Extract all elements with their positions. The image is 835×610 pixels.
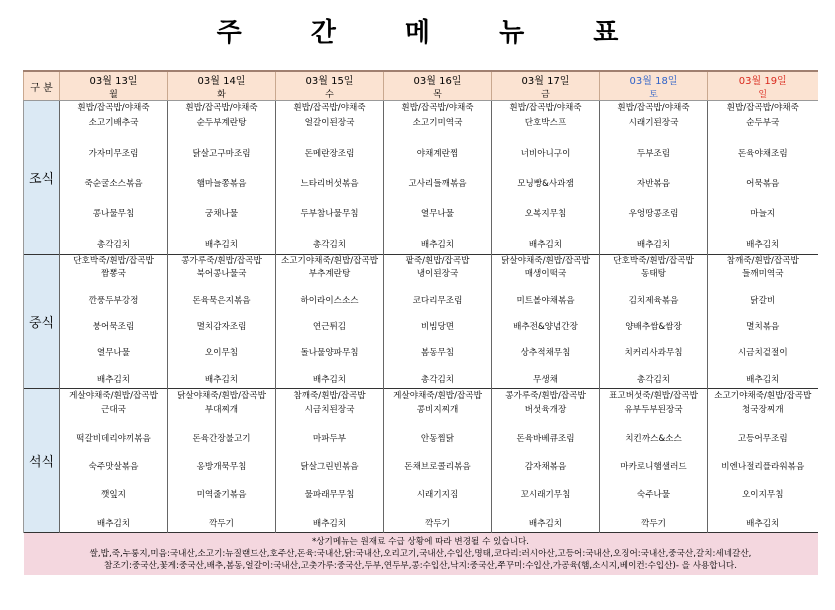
menu-item [708, 223, 818, 238]
menu-item: 연근튀김 [312, 321, 347, 332]
menu-cell [276, 101, 384, 255]
menu-item [60, 192, 167, 207]
menu-item: 배추김치 [528, 518, 563, 529]
menu-item [60, 162, 167, 177]
menu-item: 두부조림 [636, 148, 671, 159]
menu-item [384, 446, 491, 460]
date-header: 03월 17일 [492, 71, 600, 87]
menu-item: 돈육묵은지볶음 [192, 295, 251, 306]
menu-item [384, 474, 491, 488]
menu-item: 깍두기 [209, 518, 234, 529]
weekly-menu-table [23, 70, 818, 575]
menu-item: 콩가루죽/흰밥/잡곡밥 [181, 256, 262, 266]
menu-item [276, 417, 383, 431]
gubun-header: 구 분 [24, 71, 60, 101]
menu-item: 흰밥/잡곡밥/야채죽 [77, 103, 150, 113]
menu-item [276, 223, 383, 238]
menu-item [708, 131, 818, 146]
menu-item: 햄마늘쫑볶음 [196, 178, 247, 189]
weekday-header: 화 [168, 87, 276, 101]
menu-item [60, 474, 167, 488]
menu-cell [384, 255, 492, 389]
menu-item [492, 131, 599, 146]
menu-item: 치킨까스&소스 [625, 433, 682, 444]
menu-item: 치커리사과무침 [624, 348, 683, 359]
notice-box [24, 533, 818, 576]
menu-item: 죽순굴소스볶음 [84, 178, 143, 189]
menu-cell [60, 255, 168, 389]
menu-item [492, 334, 599, 347]
menu-item [384, 281, 491, 294]
menu-item: 흰밥/잡곡밥/야채죽 [401, 103, 474, 113]
menu-item: 유부두부된장국 [624, 405, 683, 416]
menu-item: 열무나물 [420, 209, 455, 220]
menu-item: 떡갈비데리야끼볶음 [76, 433, 151, 444]
menu-item [60, 446, 167, 460]
menu-item: 숙주나물 [636, 490, 671, 501]
menu-item: 깐풍두부강정 [88, 295, 139, 306]
menu-item: 두부참나물무침 [300, 209, 359, 220]
menu-item: 흰밥/잡곡밥/야채죽 [509, 103, 582, 113]
menu-item [384, 334, 491, 347]
menu-item: 돈메란장조림 [304, 148, 355, 159]
menu-item: 흰밥/잡곡밥/야채죽 [185, 103, 258, 113]
menu-item [60, 281, 167, 294]
menu-item: 김치제육볶음 [628, 295, 679, 306]
menu-item [168, 361, 275, 374]
menu-item: 시금치된장국 [304, 405, 355, 416]
menu-item: 돈육간장불고기 [192, 433, 251, 444]
menu-item: 버섯육개장 [524, 405, 567, 416]
menu-item: 흰밥/잡곡밥/야채죽 [293, 103, 366, 113]
menu-item [60, 308, 167, 321]
date-header: 03월 14일 [168, 71, 276, 87]
menu-item: 참깨죽/흰밥/잡곡밥 [293, 391, 366, 401]
menu-item: 닭살고구마조림 [192, 148, 251, 159]
menu-item: 열무나물 [96, 348, 131, 359]
menu-item: 멸치감자조림 [196, 321, 247, 332]
menu-item: 소고기야채죽/흰밥/잡곡밥 [714, 391, 812, 401]
menu-item [492, 192, 599, 207]
menu-item [276, 308, 383, 321]
menu-item: 순두부국 [746, 118, 780, 129]
menu-item [384, 162, 491, 177]
menu-item: 자반볶음 [636, 178, 671, 189]
menu-item: 배추김치 [96, 518, 131, 529]
date-header: 03월 19일 [708, 71, 818, 87]
weekday-header: 월 [60, 87, 168, 101]
meal-label: 석식 [24, 389, 60, 533]
menu-item [168, 474, 275, 488]
weekday-header: 토 [600, 87, 708, 101]
menu-item: 배추김치 [204, 239, 239, 250]
menu-item [384, 308, 491, 321]
menu-item [384, 131, 491, 146]
menu-item [708, 162, 818, 177]
menu-item: 돈육야채조림 [737, 148, 788, 159]
menu-item [492, 474, 599, 488]
menu-cell [168, 255, 276, 389]
menu-item: 얼갈이된장국 [304, 118, 355, 129]
menu-item [708, 503, 818, 517]
menu-item: 우엉땅콩조림 [628, 209, 679, 220]
weekday-header: 일 [708, 87, 818, 101]
menu-item: 가자미무조림 [88, 148, 139, 159]
menu-item: 배추김치 [746, 239, 780, 250]
menu-item: 감자채볶음 [524, 461, 567, 472]
meal-label: 중식 [24, 255, 60, 389]
menu-cell [600, 101, 708, 255]
menu-item: 코다리무조림 [412, 295, 463, 306]
date-header: 03월 16일 [384, 71, 492, 87]
menu-item: 콩나물무침 [92, 209, 135, 220]
menu-cell [492, 255, 600, 389]
menu-item [492, 308, 599, 321]
menu-item [492, 503, 599, 517]
menu-item: 돈육바베큐조림 [516, 433, 575, 444]
menu-item [708, 417, 818, 431]
menu-cell [600, 255, 708, 389]
menu-item: 돌나물양파무침 [300, 348, 359, 359]
menu-item: 배추김치 [636, 239, 671, 250]
menu-item [168, 281, 275, 294]
menu-item: 느타리버섯볶음 [300, 178, 359, 189]
weekday-header: 수 [276, 87, 384, 101]
menu-item: 하이라이스소스 [300, 295, 359, 306]
menu-item: 북어콩나물국 [196, 269, 247, 280]
menu-item: 청국장찌개 [741, 405, 784, 416]
menu-item [600, 223, 707, 238]
menu-item: 붕어묵조림 [92, 321, 135, 332]
menu-cell [708, 101, 818, 255]
menu-item [600, 474, 707, 488]
menu-item [492, 361, 599, 374]
menu-cell [276, 255, 384, 389]
menu-item: 무생채 [533, 374, 558, 385]
menu-item: 순두부계란탕 [196, 118, 247, 129]
menu-item: 시래기지짐 [416, 490, 459, 501]
menu-item: 비빔당면 [420, 321, 455, 332]
menu-item: 콩가루죽/흰밥/잡곡밥 [505, 391, 586, 401]
page-title: 주 간 메 뉴 표 [216, 18, 649, 48]
menu-item: 시금치겉절이 [737, 348, 788, 359]
menu-item [276, 162, 383, 177]
menu-item: 부추계란탕 [308, 269, 351, 280]
menu-item: 마파두부 [312, 433, 347, 444]
menu-item [60, 131, 167, 146]
menu-cell [168, 389, 276, 533]
menu-item [600, 361, 707, 374]
menu-item [492, 223, 599, 238]
menu-item: 배추김치 [420, 239, 455, 250]
menu-item [276, 281, 383, 294]
menu-item [600, 503, 707, 517]
menu-item [168, 503, 275, 517]
menu-item: 시래기된장국 [628, 118, 679, 129]
menu-item: 게살야채죽/흰밥/잡곡밥 [69, 391, 158, 401]
menu-item [492, 446, 599, 460]
menu-item [708, 308, 818, 321]
menu-cell [168, 101, 276, 255]
menu-cell [708, 389, 818, 533]
menu-item: 모닝빵&사과잼 [517, 178, 574, 189]
menu-item: 짬뽕국 [101, 269, 126, 280]
menu-item: 배추전&양념간장 [513, 321, 578, 332]
menu-item [276, 503, 383, 517]
menu-cell [384, 389, 492, 533]
menu-item: 미트볼야채볶음 [516, 295, 575, 306]
menu-item: 냉이된장국 [416, 269, 459, 280]
menu-item: 단호박죽/흰밥/잡곡밥 [73, 256, 154, 266]
menu-item: 오복지무침 [524, 209, 567, 220]
menu-item: 배추김치 [746, 518, 780, 529]
menu-item: 고등어무조림 [737, 433, 788, 444]
menu-item: 마카로니햄샐러드 [620, 461, 687, 472]
menu-cell [492, 101, 600, 255]
menu-item: 꼬시래기무침 [520, 490, 571, 501]
menu-item [168, 223, 275, 238]
menu-item: 총각김치 [96, 239, 131, 250]
menu-item [708, 192, 818, 207]
menu-item: 안동찜닭 [420, 433, 455, 444]
menu-item: 소고기야채죽/흰밥/잡곡밥 [280, 256, 379, 266]
notice-line: *상기메뉴는 원재료 수급 상황에 따라 변경될 수 있습니다. [311, 537, 530, 547]
menu-item [384, 192, 491, 207]
menu-item: 게살야채죽/흰밥/잡곡밥 [393, 391, 482, 401]
menu-item: 물파래무무침 [304, 490, 355, 501]
menu-item: 닭갈비 [750, 295, 776, 306]
menu-cell [384, 101, 492, 255]
menu-item: 비엔나절리플라워볶음 [721, 461, 805, 472]
menu-item: 야채계란찜 [416, 148, 459, 159]
weekday-header: 금 [492, 87, 600, 101]
menu-item: 총각김치 [636, 374, 671, 385]
menu-item [60, 361, 167, 374]
weekday-header: 목 [384, 87, 492, 101]
menu-item [276, 361, 383, 374]
menu-cell [492, 389, 600, 533]
menu-item: 깍두기 [641, 518, 666, 529]
menu-item: 흰밥/잡곡밥/야채죽 [617, 103, 690, 113]
menu-item: 닭살야채죽/흰밥/잡곡밥 [501, 256, 590, 266]
menu-item: 단호박죽/흰밥/잡곡밥 [613, 256, 694, 266]
menu-cell [60, 389, 168, 533]
menu-item [384, 417, 491, 431]
menu-item: 돈채브로콜리볶음 [404, 461, 471, 472]
menu-item [600, 131, 707, 146]
menu-item: 동태탕 [641, 269, 666, 280]
menu-item [600, 162, 707, 177]
menu-item: 단호박스프 [524, 118, 567, 129]
menu-item [384, 361, 491, 374]
menu-item: 멸치볶음 [746, 321, 780, 332]
menu-item [168, 131, 275, 146]
menu-cell [60, 101, 168, 255]
menu-item [168, 446, 275, 460]
menu-item [492, 417, 599, 431]
menu-item: 닭살야채죽/흰밥/잡곡밥 [177, 391, 266, 401]
menu-item: 너비아니구이 [520, 148, 571, 159]
menu-item: 배추김치 [312, 374, 347, 385]
menu-item [60, 334, 167, 347]
menu-item: 오이지무침 [741, 490, 784, 501]
menu-cell [708, 255, 818, 389]
menu-item [708, 446, 818, 460]
menu-item: 표고버섯죽/흰밥/잡곡밥 [609, 391, 698, 401]
menu-item: 옹방개묵무침 [196, 461, 247, 472]
menu-item [492, 281, 599, 294]
menu-item: 배추김치 [96, 374, 131, 385]
menu-item: 총각김치 [312, 239, 347, 250]
menu-item [384, 503, 491, 517]
menu-item [276, 131, 383, 146]
menu-item [276, 446, 383, 460]
menu-item: 양배추쌈&쌈장 [625, 321, 682, 332]
menu-item [60, 417, 167, 431]
menu-item [600, 334, 707, 347]
menu-item: 부대찌개 [204, 405, 239, 416]
menu-item: 매생이떡국 [524, 269, 567, 280]
menu-item: 궁채나물 [204, 209, 239, 220]
menu-item [276, 334, 383, 347]
menu-item: 숙주맛살볶음 [88, 461, 139, 472]
date-header: 03월 13일 [60, 71, 168, 87]
menu-item [60, 503, 167, 517]
menu-item: 배추김치 [204, 374, 239, 385]
menu-item [168, 334, 275, 347]
menu-item: 깍두기 [425, 518, 450, 529]
menu-item [168, 162, 275, 177]
menu-item: 배추김치 [312, 518, 347, 529]
notice-line: 쌀,밥,죽,누룽지,미음:국내산,소고기:뉴질랜드산,호주산,돈육:국내산,닭:국내산,오리고기,국내산,수입산,명태,코다리:러시아산,고등어:국내산,오징어:국내산,중국산,갈치:세네갈산, [89, 549, 752, 559]
menu-item: 근대국 [101, 405, 126, 416]
menu-item [600, 446, 707, 460]
menu-item: 배추김치 [746, 374, 780, 385]
menu-item [600, 308, 707, 321]
menu-item: 참깨죽/흰밥/잡곡밥 [726, 256, 799, 266]
menu-item [60, 223, 167, 238]
menu-item [600, 281, 707, 294]
menu-item [708, 361, 818, 374]
menu-cell [600, 389, 708, 533]
menu-item: 깻잎지 [101, 490, 126, 501]
menu-item: 상추적채무침 [520, 348, 571, 359]
date-header: 03월 15일 [276, 71, 384, 87]
menu-item: 봄동무침 [420, 348, 455, 359]
menu-item [384, 223, 491, 238]
menu-item [600, 417, 707, 431]
menu-item [708, 281, 818, 294]
menu-item: 소고기배추국 [88, 118, 139, 129]
menu-item: 흰밥/잡곡밥/야채죽 [726, 103, 799, 113]
menu-item: 오이무침 [204, 348, 239, 359]
menu-item: 마늘지 [750, 209, 776, 220]
menu-item [708, 474, 818, 488]
menu-item: 팥죽/흰밥/잡곡밥 [405, 256, 470, 266]
notice-line: 참조기:중국산,꽃게:중국산,배추,봄동,얼갈이:국내산,고춧가루:중국산,두부,연두부,콩:수입산,낙지:중국산,쭈꾸미:수입산,가공육(햄,소시지,베이컨:수입산)- 을 사용합니다. [104, 561, 737, 571]
menu-item [168, 417, 275, 431]
menu-item: 들깨미역국 [741, 269, 784, 280]
menu-item [708, 334, 818, 347]
menu-item: 닭살그린빈볶음 [300, 461, 359, 472]
date-header: 03월 18일 [600, 71, 708, 87]
menu-item: 소고기미역국 [412, 118, 463, 129]
menu-item [168, 308, 275, 321]
menu-item: 총각김치 [420, 374, 455, 385]
menu-item: 배추김치 [528, 239, 563, 250]
meal-label: 조식 [24, 101, 60, 255]
menu-item [276, 192, 383, 207]
menu-item: 미역줄기볶음 [196, 490, 247, 501]
menu-cell [276, 389, 384, 533]
menu-item [276, 474, 383, 488]
menu-item: 고사리들깨볶음 [408, 178, 467, 189]
menu-item [492, 162, 599, 177]
menu-item [168, 192, 275, 207]
menu-item: 어묵볶음 [746, 178, 780, 189]
menu-item: 콩비지찌개 [416, 405, 459, 416]
menu-item [600, 192, 707, 207]
